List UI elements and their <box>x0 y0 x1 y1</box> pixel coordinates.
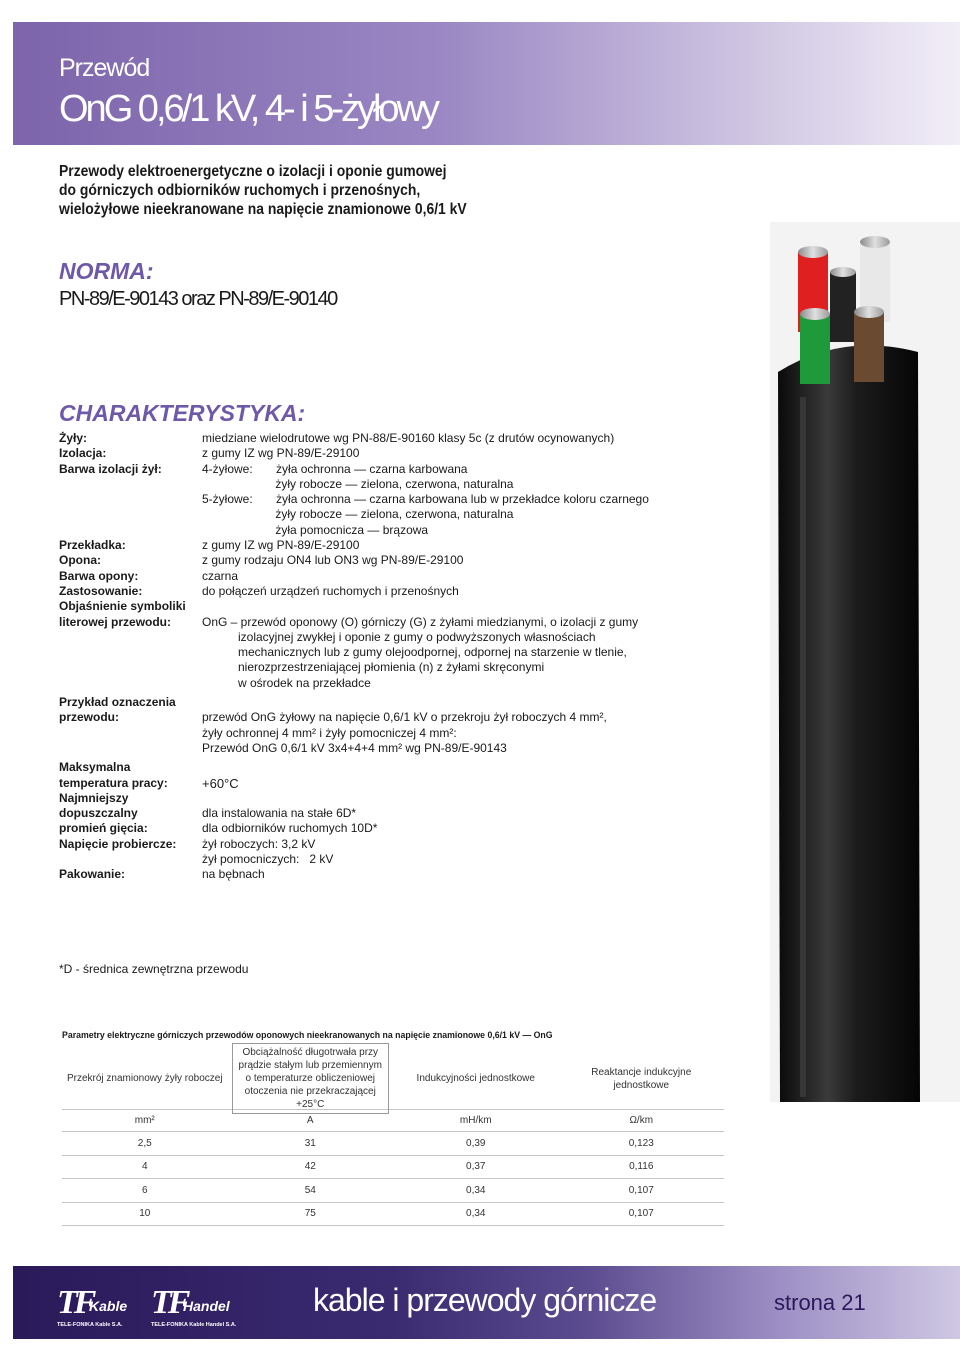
table-unit: mm² <box>134 1115 155 1126</box>
table-cell: 0,123 <box>628 1137 654 1149</box>
spec-label: Napięcie probiercze: <box>59 836 177 851</box>
core-black-conductor <box>830 267 856 277</box>
table-header: Reaktancje indukcyjne jednostkowe <box>591 1066 692 1091</box>
spec-value: miedziane wielodrutowe wg PN-88/E-90160 klasy 5c (z drutów ocynowanych) <box>202 431 615 445</box>
table-row <box>62 1156 724 1180</box>
table-cell: 0,37 <box>466 1161 486 1173</box>
logo-company: TELE-FONIKA Kable S.A. <box>57 1322 123 1328</box>
table-header: Przekrój znamionowy żyły roboczej <box>66 1073 223 1084</box>
spec-value: przewód OnG żyłowy na napięcie 0,6/1 kV o przekroju żył roboczych 4 mm², <box>202 710 607 725</box>
table-cell: 42 <box>304 1161 316 1173</box>
spec-value: żyły ochronnej 4 mm² i żyły pomocniczej 4 mm²: <box>202 725 457 740</box>
spec-label-line: Przykład oznaczenia <box>59 695 176 710</box>
spec-label-line: Maksymalna <box>59 760 131 775</box>
spec-list <box>59 431 679 883</box>
tf-handel-logo <box>151 1284 237 1328</box>
table-cell: 2,5 <box>137 1137 152 1149</box>
table-unit: mH/km <box>459 1115 492 1126</box>
spec-label <box>59 760 199 791</box>
logo-mark: TF <box>57 1284 93 1321</box>
table-cell: 10 <box>139 1208 151 1220</box>
cable-illustration <box>770 222 960 1102</box>
table-title: Parametry elektryczne górniczych przewodów oponowych nieekranowanych na napięcie znamionowe 0,6/1 kV — OnG <box>62 1030 553 1041</box>
footnote: *D - średnica zewnętrzna przewodu <box>59 962 249 976</box>
table-cell: 4 <box>141 1161 148 1173</box>
spec-row-temperatura <box>59 760 679 791</box>
spec-value: OnG – przewód oponowy (O) górniczy (G) z żyłami miedzianymi, o izolacji z gumy <box>202 614 639 629</box>
spec-value: do połączeń urządzeń ruchomych i przenośnych <box>202 583 459 598</box>
spec-value: dla odbiorników ruchomych 10D* <box>202 821 378 836</box>
spec-value: żył pomocniczych: 2 kV <box>202 852 334 867</box>
table-cell: 75 <box>304 1208 316 1220</box>
spec-row-pakowanie <box>59 867 679 882</box>
spec-label-line: promień gięcia: <box>59 821 148 836</box>
spec-label: Barwa izolacji żył: <box>59 461 162 476</box>
spec-row-opona <box>59 553 679 568</box>
characteristics-heading: CHARAKTERYSTYKA: <box>59 400 306 426</box>
tf-kable-logo <box>57 1284 128 1328</box>
spec-value: izolacyjnej zwykłej i oponie z gumy o podwyższonych własnościach <box>238 629 596 644</box>
logo-mark: TF <box>151 1284 187 1321</box>
table-header-text: Obciążalność długotrwała przy prądzie stałym lub przemiennym o temperaturze obliczeniowej otoczenia nie przekraczającej +25°C <box>232 1043 390 1114</box>
table-cell: 0,39 <box>466 1137 486 1149</box>
spec-label-line: Objaśnienie symboliki <box>59 599 186 614</box>
core-brown <box>854 312 884 382</box>
spec-row-zyly <box>59 431 679 446</box>
spec-value: żyły robocze — zielona, czerwona, naturalna <box>202 507 514 522</box>
table-unit: Ω/km <box>629 1115 654 1126</box>
table-row <box>62 1179 724 1203</box>
table-cell: 0,107 <box>628 1208 654 1220</box>
spec-value: nierozprzestrzeniającej płomienia (n) z żyłami skręconymi <box>238 660 545 675</box>
page-number: strona 21 <box>774 1290 866 1315</box>
spec-row-barwa-opony <box>59 569 679 584</box>
spec-value: żyła pomocnicza — brązowa <box>202 522 429 537</box>
spec-value: z gumy IZ wg PN-89/E-29100 <box>202 446 360 461</box>
spec-label-line: temperatura pracy: <box>59 775 168 790</box>
table-header: Indukcyjności jednostkowe <box>416 1073 535 1084</box>
spec-value: mechanicznych lub z gumy olejoodpornej, odpornej na starzenie w tlenie, <box>238 645 627 660</box>
page-subtitle: Przewód <box>59 54 150 82</box>
spec-value: z gumy rodzaju ON4 lub ON3 wg PN-89/E-29100 <box>202 553 464 568</box>
spec-value: na bębnach <box>202 867 265 882</box>
table-row <box>62 1203 724 1227</box>
sheath-highlight <box>800 397 806 1097</box>
spec-label <box>59 791 199 837</box>
core-green-conductor <box>800 308 830 320</box>
spec-label: Pakowanie: <box>59 867 126 882</box>
page-title: OnG 0,6/1 kV, 4- i 5-żyłowy <box>59 88 438 130</box>
logo-name: Handel <box>183 1298 230 1314</box>
spec-row-zastosowanie <box>59 584 679 599</box>
logo-company: TELE-FONIKA Kable Handel S.A. <box>151 1322 237 1328</box>
intro-line: Przewody elektroenergetyczne o izolacji i oponie gumowej <box>59 163 447 180</box>
spec-value: czarna <box>202 568 239 583</box>
spec-value: w ośrodek na przekładce <box>238 675 371 690</box>
spec-row-promien <box>59 791 679 837</box>
spec-label <box>59 599 199 630</box>
table-cell: 0,34 <box>466 1184 486 1196</box>
spec-value: 5-żyłowe: żyła ochronna — czarna karbowana lub w przekładce koloru czarnego <box>202 492 649 507</box>
core-black <box>830 272 856 342</box>
core-natural-conductor <box>860 236 890 248</box>
spec-label: Opona: <box>59 553 101 568</box>
spec-label-line: Najmniejszy dopuszczalny <box>59 790 138 821</box>
table-cell: 6 <box>141 1184 148 1196</box>
spec-row-izolacja <box>59 446 679 461</box>
table-row <box>62 1132 724 1156</box>
parameters-table <box>62 1048 724 1226</box>
table-cell: 0,107 <box>628 1184 654 1196</box>
table-cell: 54 <box>304 1184 316 1196</box>
spec-label: Izolacja: <box>59 446 107 461</box>
intro-line: do górniczych odbiorników ruchomych i przenośnych, <box>59 182 421 199</box>
table-header-row <box>62 1048 724 1110</box>
spec-row-objasnienie <box>59 599 679 691</box>
norma-value: PN-89/E-90143 oraz PN-89/E-90140 <box>59 288 337 310</box>
spec-row-napiecie <box>59 837 679 868</box>
table-units-row <box>62 1110 724 1132</box>
spec-row-przekladka <box>59 538 679 553</box>
core-green <box>800 314 830 384</box>
intro-line: wielożyłowe nieekranowane na napięcie znamionowe 0,6/1 kV <box>59 201 467 218</box>
spec-value: Przewód OnG 0,6/1 kV 3x4+4+4 mm² wg PN-89/E-90143 <box>202 740 507 755</box>
spec-value: żył roboczych: 3,2 kV <box>202 836 316 851</box>
spec-value: dla instalowania na stałe 6D* <box>202 806 357 821</box>
spec-label: Zastosowanie: <box>59 583 143 598</box>
table-cell: 0,34 <box>466 1208 486 1220</box>
core-brown-conductor <box>854 306 884 318</box>
footer-banner <box>13 1266 960 1339</box>
header-banner <box>13 22 960 145</box>
table-cell: 31 <box>304 1137 316 1149</box>
spec-label: Przekładka: <box>59 538 126 553</box>
intro-text <box>59 162 467 219</box>
core-red-conductor <box>798 246 828 258</box>
spec-row-przyklad <box>59 695 679 756</box>
spec-value: 4-żyłowe: żyła ochronna — czarna karbowana <box>202 461 468 476</box>
logo-name: Kable <box>89 1298 128 1314</box>
spec-label <box>59 695 199 726</box>
table-unit: A <box>306 1115 314 1126</box>
norma-heading: NORMA: <box>59 258 154 284</box>
spec-value: żyły robocze — zielona, czerwona, naturalna <box>202 476 514 491</box>
cable-sheath <box>778 345 920 1102</box>
spec-label-line: literowej przewodu: <box>59 614 172 629</box>
footer-slogan: kable i przewody górnicze <box>313 1282 657 1318</box>
spec-row-barwa-izolacji <box>59 462 679 538</box>
table-header <box>228 1048 394 1109</box>
spec-label-line: przewodu: <box>59 710 119 725</box>
spec-label: Barwa opony: <box>59 568 139 583</box>
table-cell: 0,116 <box>629 1161 654 1173</box>
spec-value: +60°C <box>202 775 239 791</box>
spec-label: Żyły: <box>59 431 88 445</box>
spec-value: z gumy IZ wg PN-89/E-29100 <box>202 538 360 553</box>
